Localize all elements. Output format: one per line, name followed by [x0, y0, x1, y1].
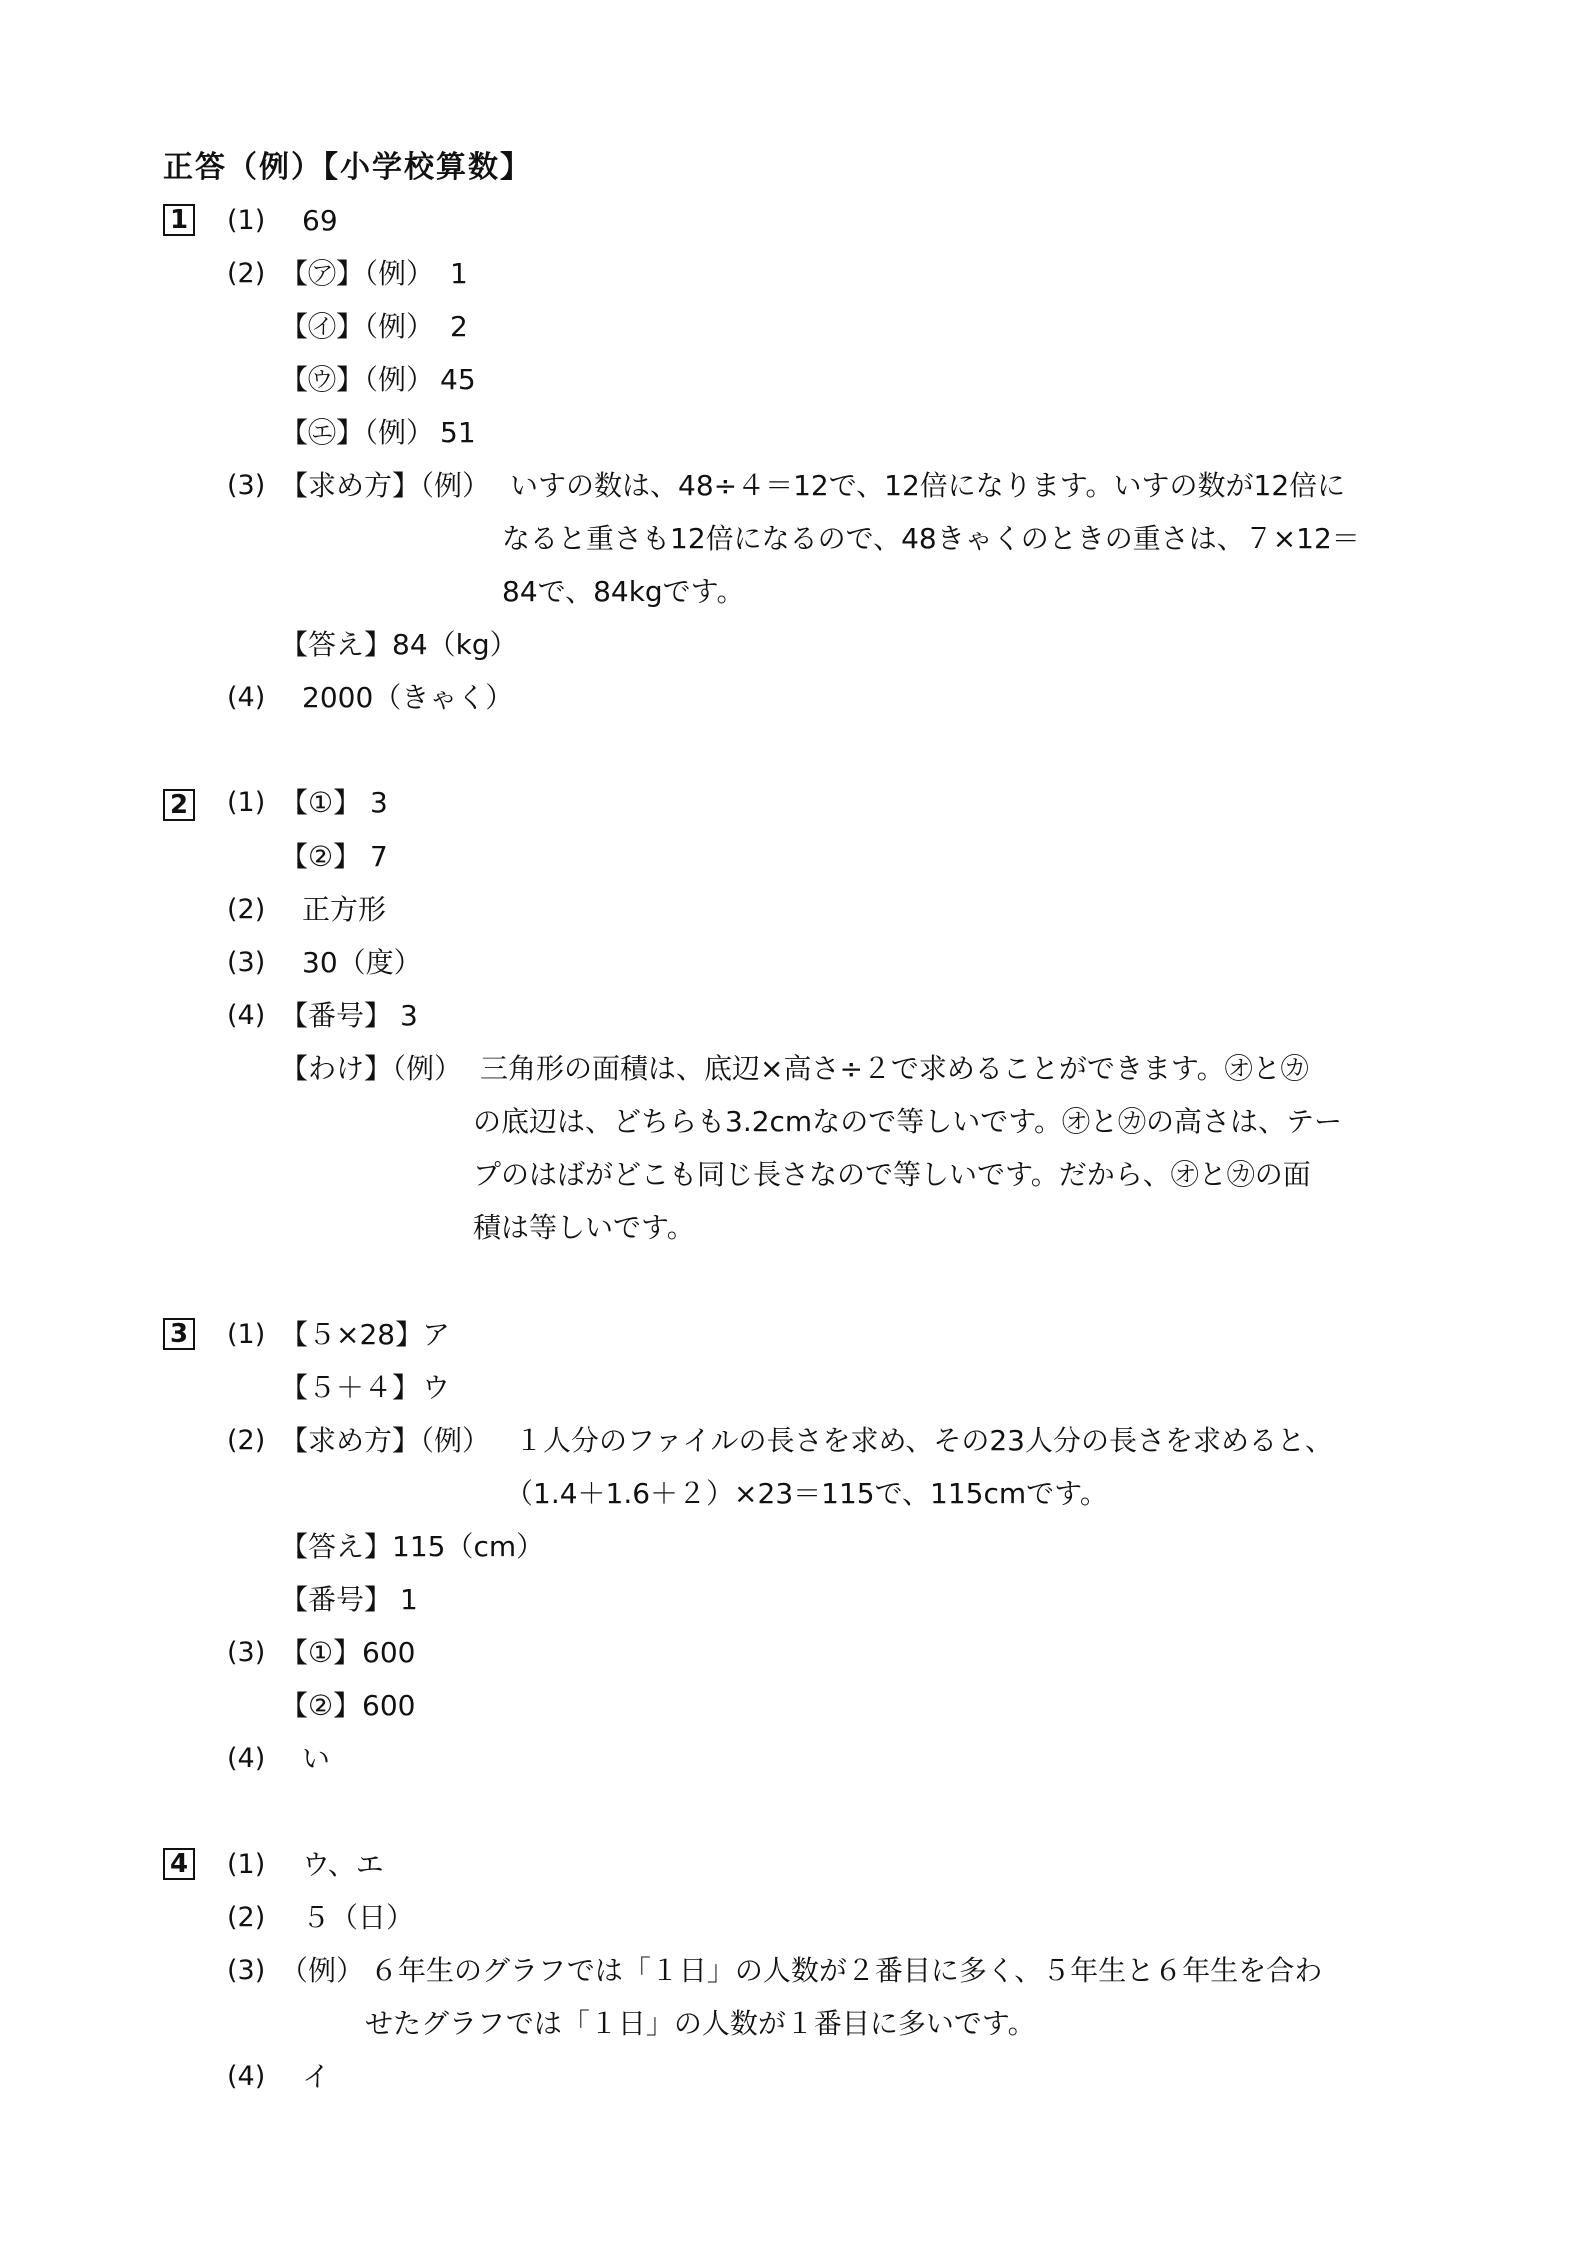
page-title: 正答（例）【小学校算数】 [163, 150, 532, 185]
q2-part2-answer: 正方形 [302, 893, 387, 926]
q3-part2-method-line-2: （1.4＋1.6＋２）×23＝115で、115cmです。 [505, 1477, 1108, 1510]
q2-part2-label: (2) [227, 894, 266, 925]
q2-part1-value-1: 3 [370, 786, 388, 819]
q1-part2-key-i: 【㋑】（例） [280, 310, 435, 343]
q3-part2-method-key: 【求め方】（例） [280, 1424, 491, 1457]
q1-part3-method-line-1: いすの数は、48÷４＝12で、12倍になります。いすの数が12倍に [510, 469, 1346, 502]
q3-part4-answer: い [302, 1742, 331, 1775]
q3-part3-key-2: 【②】 [280, 1689, 362, 1722]
q2-part4-reason-line-2: の底辺は、どちらも3.2cmなので等しいです。㋔と㋕の高さは、テー [473, 1105, 1342, 1138]
q1-part3-answer-key: 【答え】 [280, 628, 393, 661]
q4-part2-answer: ５（日） [302, 1901, 415, 1934]
q1-part3-method-line-2: なると重さも12倍になるので、48きゃくのときの重さは、７×12＝ [502, 522, 1360, 555]
q2-part1-key-1: 【①】 [280, 786, 362, 819]
question-2-number-box: 2 [163, 789, 195, 821]
q2-part1-value-2: 7 [370, 840, 388, 873]
q3-part3-key-1: 【①】 [280, 1636, 362, 1669]
q3-part1-value-2: ウ [422, 1371, 451, 1404]
question-4-number-box: 4 [163, 1848, 195, 1880]
q3-part3-label: (3) [227, 1637, 266, 1668]
q1-part3-answer: 84（kg） [392, 628, 518, 661]
q2-part4-label: (4) [227, 1000, 266, 1031]
q3-part3-value-2: 600 [362, 1689, 416, 1722]
question-1-number-box: 1 [163, 204, 195, 236]
q1-part2-value-i: 2 [450, 310, 468, 343]
q2-part4-reason-line-4: 積は等しいです。 [473, 1211, 695, 1244]
q1-part1-label: (1) [227, 205, 266, 236]
q1-part2-key-e: 【㋓】（例） [280, 416, 435, 449]
q2-part3-label: (3) [227, 947, 266, 978]
q1-part1-answer: 69 [302, 204, 338, 237]
q3-part2-method-line-1: １人分のファイルの長さを求め、その23人分の長さを求めると、 [515, 1424, 1333, 1457]
q1-part3-method-key: 【求め方】（例） [280, 469, 491, 502]
q4-part2-label: (2) [227, 1902, 266, 1933]
q3-part1-value-1: ア [422, 1318, 451, 1351]
q3-part1-key-1: 【５×28】 [280, 1318, 424, 1351]
q4-part3-label: (3) [227, 1955, 266, 1986]
question-3-number-box: 3 [163, 1318, 195, 1350]
q1-part4-answer: 2000（きゃく） [302, 681, 514, 714]
q4-part4-answer: イ [302, 2060, 331, 2093]
q3-part2-number-key: 【番号】 [280, 1583, 393, 1616]
q3-part3-value-1: 600 [362, 1636, 416, 1669]
q1-part2-key-a: 【㋐】（例） [280, 257, 435, 290]
q1-part2-value-a: 1 [450, 257, 468, 290]
q3-part1-key-2: 【５＋４】 [280, 1371, 421, 1404]
q1-part2-value-u: 45 [440, 363, 476, 396]
q1-part3-label: (3) [227, 470, 266, 501]
q3-part2-number: 1 [400, 1583, 418, 1616]
q3-part4-label: (4) [227, 1743, 266, 1774]
q1-part2-key-u: 【㋒】（例） [280, 363, 435, 396]
q2-part4-reason-key: 【わけ】（例） [280, 1052, 463, 1085]
q2-part1-label: (1) [227, 787, 266, 818]
q1-part2-value-e: 51 [440, 416, 476, 449]
q4-part1-answer: ウ、エ [302, 1848, 384, 1881]
q2-part3-answer: 30（度） [302, 946, 422, 979]
q2-part4-reason-line-1: 三角形の面積は、底辺×高さ÷２で求めることができます。㋔と㋕ [480, 1052, 1309, 1085]
q3-part2-answer-key: 【答え】 [280, 1530, 393, 1563]
q2-part1-key-2: 【②】 [280, 840, 362, 873]
q3-part1-label: (1) [227, 1319, 266, 1350]
q4-part4-label: (4) [227, 2061, 266, 2092]
q1-part4-label: (4) [227, 682, 266, 713]
q2-part4-number-key: 【番号】 [280, 999, 393, 1032]
q4-part3-key: （例） [280, 1954, 365, 1987]
q2-part4-number: 3 [400, 999, 418, 1032]
q4-part3-line-1: ６年生のグラフでは「１日」の人数が２番目に多く、５年生と６年生を合わ [370, 1954, 1323, 1987]
q4-part3-line-2: せたグラフでは「１日」の人数が１番目に多いです。 [365, 2007, 1036, 2040]
q3-part2-label: (2) [227, 1425, 266, 1456]
q2-part4-reason-line-3: プのはばがどこも同じ長さなので等しいです。だから、㋔と㋕の面 [473, 1158, 1311, 1191]
q4-part1-label: (1) [227, 1849, 266, 1880]
q3-part2-answer: 115（cm） [392, 1530, 545, 1563]
q1-part2-label: (2) [227, 258, 266, 289]
q1-part3-method-line-3: 84で、84kgです。 [502, 575, 745, 608]
